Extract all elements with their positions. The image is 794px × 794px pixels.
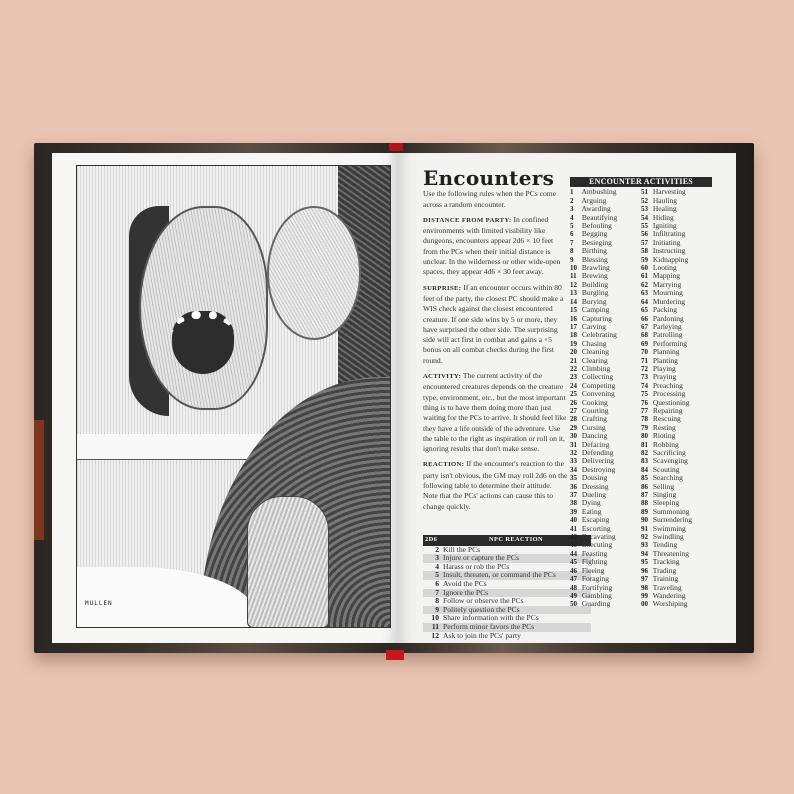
activities-column-1: [570, 188, 641, 608]
activity-label: Praying: [652, 372, 677, 382]
activity-number: 46: [570, 566, 577, 575]
activity-number: 49: [570, 591, 577, 600]
activity-number: 78: [641, 415, 648, 424]
rule-activity: [423, 371, 568, 454]
activity-number: 87: [641, 491, 648, 500]
activity-label: Swimming: [652, 523, 686, 533]
activity-label: Crafting: [581, 414, 607, 424]
activity-label: Convening: [581, 389, 615, 399]
activity-number: 97: [641, 575, 648, 584]
reaction-result: Avoid the PCs: [443, 578, 487, 588]
activity-label: Cursing: [581, 422, 606, 432]
activity-label: Dressing: [581, 481, 609, 491]
activity-label: Rioting: [652, 431, 676, 441]
activity-number: 68: [641, 331, 648, 340]
activity-number: 30: [570, 432, 577, 441]
activity-label: Chasing: [581, 338, 607, 348]
activity-label: Scouting: [652, 464, 680, 474]
activity-label: Patrolling: [652, 330, 683, 340]
activity-label: Birthing: [581, 246, 607, 256]
activity-number: 80: [641, 432, 648, 441]
activity-number: 41: [570, 524, 577, 533]
activity-number: 75: [641, 390, 648, 399]
table-row: [423, 632, 591, 641]
activity-number: 86: [641, 482, 648, 491]
activity-label: Training: [652, 574, 679, 584]
activity-number: 38: [570, 499, 577, 508]
roll-value: 7: [423, 589, 441, 598]
encounter-activities-table: [570, 177, 712, 609]
activity-label: Dying: [581, 498, 601, 508]
activity-number: 60: [641, 264, 648, 273]
activity-number: 99: [641, 591, 648, 600]
illustration-ogre-head-right: [267, 206, 361, 340]
activity-label: Courting: [581, 405, 609, 415]
activity-number: 11: [570, 272, 577, 281]
activity-label: Searching: [652, 473, 683, 483]
right-page: [398, 153, 736, 643]
roll-value: 8: [435, 596, 439, 606]
activity-number: 77: [641, 406, 648, 415]
activity-label: Preaching: [652, 380, 683, 390]
activity-label: Guarding: [581, 599, 611, 609]
activity-number: 25: [570, 390, 577, 399]
activity-label: Looting: [652, 263, 677, 273]
reaction-result: Share information with the PCs: [443, 613, 539, 623]
activities-column-2: [641, 188, 712, 608]
activity-number: 23: [570, 373, 577, 382]
activity-number: 89: [641, 507, 648, 516]
activity-label: Selling: [652, 481, 675, 491]
list-item: [641, 600, 712, 608]
activity-label: Hiding: [652, 212, 674, 222]
activity-label: Delivering: [581, 456, 614, 466]
activity-number: 34: [570, 465, 577, 474]
activity-number: 18: [570, 331, 577, 340]
activity-number: 93: [641, 541, 648, 550]
activity-label: Camping: [581, 305, 610, 315]
activity-label: Defacing: [581, 439, 610, 449]
activity-number: 65: [641, 306, 648, 315]
activity-label: Sleeping: [652, 498, 680, 508]
activity-label: Dueling: [581, 490, 607, 500]
activity-number: 8: [570, 247, 574, 256]
activity-label: Brawling: [581, 263, 610, 273]
illustration-ogre-head-left: [139, 206, 268, 410]
activity-number: 58: [641, 247, 648, 256]
list-item: [570, 600, 641, 608]
activity-label: Rescuing: [652, 414, 681, 424]
activity-label: Performing: [652, 338, 688, 348]
activity-label: Infiltrating: [652, 229, 686, 239]
activity-number: 73: [641, 373, 648, 382]
activity-number: 3: [570, 205, 574, 214]
activity-label: Initiating: [652, 237, 681, 247]
activity-label: Processing: [652, 389, 686, 399]
activity-number: 5: [570, 222, 574, 231]
activity-number: 2: [570, 196, 574, 205]
reaction-result: Injure or capture the PCs: [441, 554, 591, 563]
activity-number: 1: [570, 188, 574, 197]
activity-label: Planting: [652, 355, 678, 365]
activity-label: Burgling: [581, 288, 609, 298]
activity-label: Escorting: [581, 523, 611, 533]
roll-value: 2: [435, 544, 439, 554]
activity-number: 67: [641, 322, 648, 331]
rule-text: If an encounter occurs within 80 feet of the party, the closest PC should make a WIS check against the closest encountered creature. If one side wins by 5 or more, they have surprised the other side. The surprising side will act first in combat and gains a +5 bonus on all combat checks during the first round.: [423, 282, 564, 365]
activity-number: 13: [570, 289, 577, 298]
reaction-result: Politely question the PCs: [441, 606, 591, 615]
activity-label: Competing: [581, 380, 616, 390]
roll-value: 3: [423, 554, 441, 563]
activity-number: 62: [641, 280, 648, 289]
activity-number: 33: [570, 457, 577, 466]
activity-label: Climbing: [581, 363, 611, 373]
activity-number: 43: [570, 541, 577, 550]
activity-number: 21: [570, 356, 577, 365]
activity-number: 29: [570, 423, 577, 432]
rules-column: [423, 166, 568, 517]
activity-number: 17: [570, 322, 577, 331]
reaction-result: Perform minor favors the PCs: [441, 623, 591, 632]
activity-label: Swindling: [652, 532, 684, 542]
ogre-illustration: [76, 165, 391, 628]
illustration-dwarf-figure: [247, 496, 329, 628]
activity-label: Playing: [652, 363, 676, 373]
activity-label: Building: [581, 279, 609, 289]
activity-label: Tending: [652, 540, 678, 550]
roll-value: 5: [423, 571, 441, 580]
activity-number: 50: [570, 600, 577, 609]
activity-number: 45: [570, 558, 577, 567]
activity-number: 72: [641, 364, 648, 373]
activity-label: Igniting: [652, 221, 677, 231]
activity-number: 36: [570, 482, 577, 491]
npc-reaction-table: [423, 535, 591, 640]
page-title: Encounters: [423, 166, 555, 190]
roll-value: 12: [431, 630, 439, 640]
activity-number: 20: [570, 348, 577, 357]
activity-label: Scavenging: [652, 456, 688, 466]
rule-distance: [423, 215, 568, 278]
table-header-roll: 2D6: [423, 535, 441, 546]
activity-label: Excavating: [581, 532, 616, 542]
activity-label: Fighting: [581, 557, 608, 567]
reaction-result: Ignore the PCs: [441, 589, 591, 598]
activity-number: 7: [570, 238, 574, 247]
activity-label: Awarding: [581, 204, 611, 214]
activity-label: Packing: [652, 305, 678, 315]
activity-number: 66: [641, 314, 648, 323]
activity-number: 70: [641, 348, 648, 357]
table-header-reaction: NPC REACTION: [441, 535, 591, 546]
activity-number: 76: [641, 398, 648, 407]
activity-number: 12: [570, 280, 577, 289]
activity-label: Cooking: [581, 397, 608, 407]
activity-label: Executing: [581, 540, 613, 550]
activity-number: 27: [570, 406, 577, 415]
rule-keyword: DISTANCE FROM PARTY:: [423, 216, 512, 224]
activity-number: 53: [641, 205, 648, 214]
activity-number: 39: [570, 507, 577, 516]
activity-number: 55: [641, 222, 648, 231]
rule-text: In confined environments with limited visibility like dungeons, encounters appear 2d6 × 10 feet from the PCs when their initial distance is unclear. In the wilderness or other wide-open spaces, they appear 4d6 × 30 feet away.: [423, 214, 561, 277]
activity-number: 31: [570, 440, 577, 449]
activity-label: Brewing: [581, 271, 608, 281]
rule-keyword: ACTIVITY:: [423, 373, 462, 381]
activity-label: Eating: [581, 506, 602, 516]
activity-number: 32: [570, 449, 577, 457]
activity-number: 10: [570, 264, 577, 273]
activity-number: 42: [570, 533, 577, 542]
activity-label: Pardoning: [652, 313, 684, 323]
activity-number: 84: [641, 465, 648, 474]
activity-number: 47: [570, 575, 577, 584]
activity-label: Arguing: [581, 195, 607, 205]
activity-number: 79: [641, 423, 648, 432]
activity-label: Besieging: [581, 237, 612, 247]
activity-label: Singing: [652, 490, 677, 500]
activity-label: Questioning: [652, 397, 690, 407]
activity-number: 16: [570, 314, 577, 323]
activity-number: 71: [641, 356, 648, 365]
activity-number: 74: [641, 381, 648, 390]
activity-label: Kidnapping: [652, 254, 689, 264]
activity-label: Hauling: [652, 195, 678, 205]
activity-label: Begging: [581, 229, 608, 239]
activity-number: 85: [641, 474, 648, 483]
activity-number: 40: [570, 516, 577, 525]
activity-label: Dousing: [581, 473, 608, 483]
bookmark-ribbon-bottom: [386, 650, 404, 660]
activities-header: ENCOUNTER ACTIVITIES: [570, 177, 712, 187]
reaction-result: Harass or rob the PCs: [443, 561, 510, 571]
activity-label: Fortifying: [581, 582, 613, 592]
activity-number: 91: [641, 524, 648, 533]
activity-number: 94: [641, 549, 648, 558]
illustration-ledge: [77, 434, 267, 460]
activity-label: Parleying: [652, 321, 682, 331]
activity-label: Foraging: [581, 574, 609, 584]
activity-number: 81: [641, 440, 648, 449]
activity-label: Feasting: [581, 548, 608, 558]
activity-label: Threatening: [652, 548, 689, 558]
activity-label: Mourning: [652, 288, 683, 298]
activity-number: 28: [570, 415, 577, 424]
activity-label: Cleaning: [581, 347, 609, 357]
rule-text: If the encounter's reaction to the party isn't obvious, the GM may roll 2d6 on the following table to determine their attitude. Note that the PCs' actions can cause this to change quickly.: [423, 459, 568, 511]
activity-label: Gambling: [581, 590, 612, 600]
activity-number: 54: [641, 213, 648, 222]
activity-label: Repairing: [652, 405, 683, 415]
activity-label: Blessing: [581, 254, 608, 264]
activity-label: Befouling: [581, 221, 612, 231]
activity-number: 51: [641, 188, 648, 197]
activity-label: Tracking: [652, 557, 680, 567]
reaction-result: Insult, threaten, or command the PCs: [441, 571, 591, 580]
activity-label: Ambushing: [581, 187, 617, 197]
activity-label: Worshiping: [652, 599, 688, 609]
activity-number: 6: [570, 230, 574, 239]
activity-number: 26: [570, 398, 577, 407]
activity-number: 19: [570, 339, 577, 348]
activity-label: Trading: [652, 565, 677, 575]
activity-label: Dancing: [581, 431, 608, 441]
activity-number: 59: [641, 255, 648, 264]
activity-label: Destroying: [581, 464, 616, 474]
activity-label: Summoning: [652, 506, 690, 516]
activity-label: Instructing: [652, 246, 686, 256]
activity-label: Carving: [581, 321, 607, 331]
activity-label: Wandering: [652, 590, 686, 600]
activity-number: 88: [641, 499, 648, 508]
activity-number: 15: [570, 306, 577, 315]
roll-value: 6: [435, 578, 439, 588]
activity-number: 64: [641, 297, 648, 306]
left-page: [52, 153, 398, 643]
activity-label: Robbing: [652, 439, 679, 449]
activity-label: Traveling: [652, 582, 682, 592]
activity-label: Fleeing: [581, 565, 605, 575]
activity-number: 92: [641, 533, 648, 542]
activity-number: 37: [570, 491, 577, 500]
activity-label: Surrendering: [652, 515, 693, 525]
activity-label: Harvesting: [652, 187, 686, 197]
reaction-result: Kill the PCs: [443, 544, 481, 554]
activity-number: 22: [570, 364, 577, 373]
activity-number: 00: [641, 600, 648, 609]
reaction-result: Ask to join the PCs' party: [443, 630, 521, 640]
activity-number: 44: [570, 549, 577, 558]
rule-text: The current activity of the encountered creatures depends on the creature type, environment, etc., but the most important thing is to have them doing more than just waiting for the PCs to arrive. It should feel like they have a life outside of the adventure. Use the table to the right as inspiration or roll on it, ignoring results that don't make sense.: [423, 371, 567, 454]
activity-label: Murdering: [652, 296, 685, 306]
activity-label: Collecting: [581, 372, 614, 382]
activity-label: Beautifying: [581, 212, 618, 222]
roll-value: 11: [423, 623, 441, 632]
activity-number: 61: [641, 272, 648, 281]
roll-value: 9: [423, 606, 441, 615]
activity-number: 95: [641, 558, 648, 567]
activity-label: Resting: [652, 422, 676, 432]
activity-number: 4: [570, 213, 574, 222]
activity-number: 52: [641, 196, 648, 205]
activity-number: 90: [641, 516, 648, 525]
artist-signature: MULLEN: [85, 600, 113, 607]
roll-value: 4: [435, 561, 439, 571]
intro-paragraph: Use the following rules when the PCs come across a random encounter.: [423, 189, 557, 209]
activity-number: 9: [570, 255, 574, 264]
activity-label: Planning: [652, 347, 680, 357]
activity-number: 48: [570, 583, 577, 592]
cover-art-accent: [34, 420, 44, 540]
activity-number: 56: [641, 230, 648, 239]
activity-number: 35: [570, 474, 577, 483]
activity-number: 69: [641, 339, 648, 348]
activity-label: Marrying: [652, 279, 682, 289]
activity-label: Capturing: [581, 313, 612, 323]
activity-number: 96: [641, 566, 648, 575]
activity-number: 57: [641, 238, 648, 247]
activity-number: 14: [570, 297, 577, 306]
bookmark-ribbon-top: [389, 143, 403, 151]
activity-label: Mapping: [652, 271, 680, 281]
activity-number: 83: [641, 457, 648, 466]
roll-value: 10: [431, 613, 439, 623]
reaction-result: Follow or observe the PCs: [443, 596, 524, 606]
activity-label: Clearing: [581, 355, 608, 365]
activity-label: Escaping: [581, 515, 610, 525]
activity-label: Celebrating: [581, 330, 617, 340]
rule-keyword: SURPRISE:: [423, 284, 462, 292]
activity-label: Healing: [652, 204, 677, 214]
activity-number: 82: [641, 449, 648, 457]
activity-label: Burying: [581, 296, 607, 306]
activity-number: 63: [641, 289, 648, 298]
activity-number: 24: [570, 381, 577, 390]
illustration-ogre-mouth: [172, 311, 234, 374]
activity-label: Sacrificing: [652, 448, 686, 457]
rule-reaction: [423, 459, 568, 511]
rule-surprise: [423, 283, 568, 366]
activity-label: Defending: [581, 448, 614, 457]
rule-keyword: REACTION:: [423, 461, 465, 469]
activity-number: 98: [641, 583, 648, 592]
